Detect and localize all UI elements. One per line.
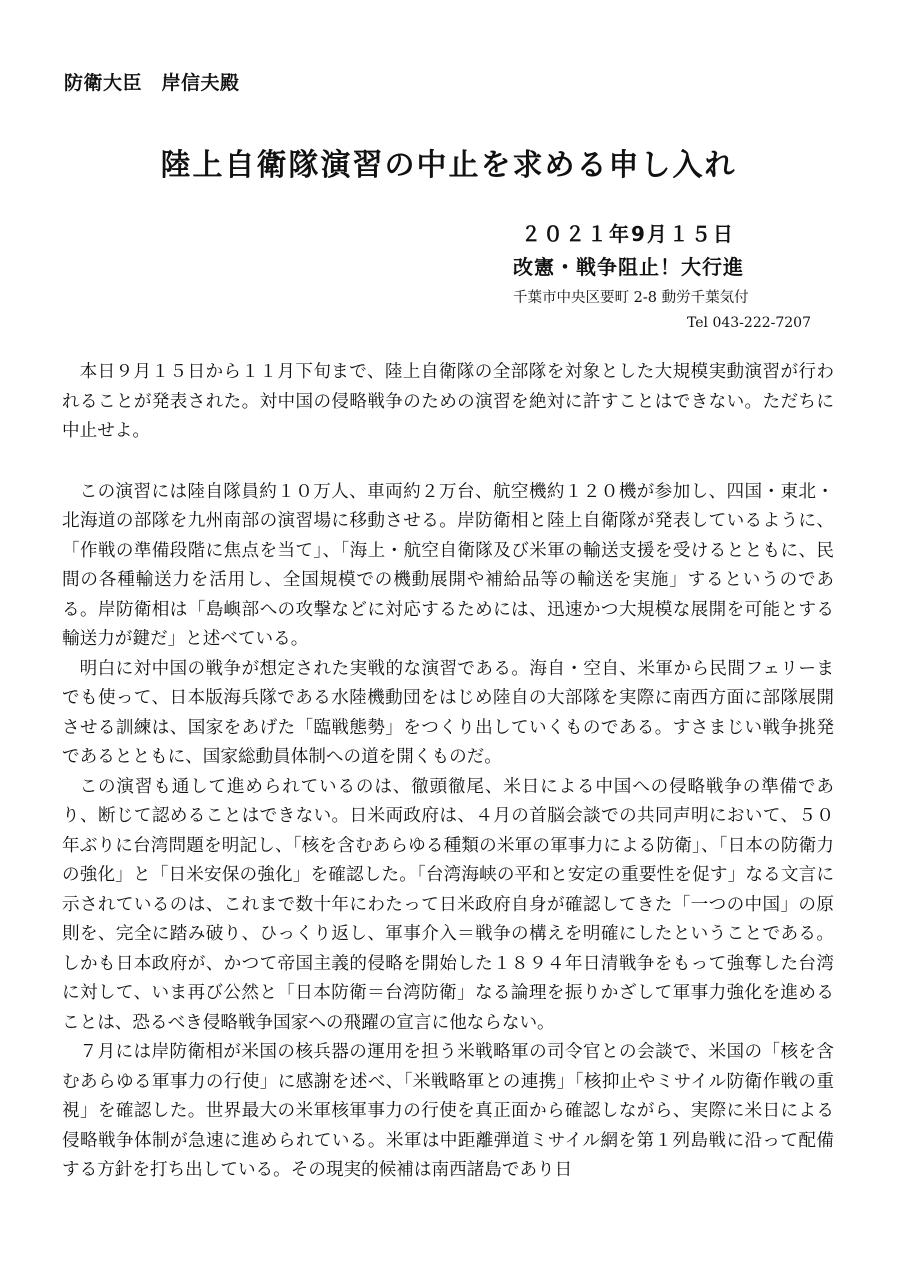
date: ２０２１年9月１５日 [521, 222, 735, 246]
addressee: 防衛大臣 岸信夫殿 [64, 72, 240, 94]
sender-block [513, 218, 811, 331]
paragraph-3: 明白に対中国の戦争が想定された実戦的な演習である。海自・空自、米軍から民間フェリーまでも使って、日本版海兵隊である水陸機動団をはじめ陸自の大部隊を実際に南西方面に部隊展開させる訓練は、国家をあげた「臨戦態勢」をつくり出していくものである。すさまじい戦争挑発であるとともに、国家総動員体制への道を開くものだ。 [62, 658, 834, 767]
paragraph-1: 本日９月１５日から１１月下旬まで、陸上自衛隊の全部隊を対象とした大規模実動演習が行われることが発表された。対中国の侵略戦争のための演習を絶対に許すことはできない。ただちに中止せよ。 [62, 362, 834, 441]
document-title: 陸上自衛隊演習の中止を求める申し入れ [160, 148, 737, 183]
sender-tel: Tel 043-222-7207 [687, 315, 811, 331]
paragraph-5: ７月には岸防衛相が米国の核兵器の運用を担う米戦略軍の司令官との会談で、米国の「核を含むあらゆる軍事力の行使」に感謝を述べ、「米戦略軍との連携」「核抑止やミサイル防衛作戦の重視」を確認した。世界最大の米軍核軍事力の行使を真正面から確認しながら、実際に米日による侵略戦争体制が急速に進められている。米軍は中距離弾道ミサイル網を第１列島戦に沿って配備する方針を打ち出している。その現実的候補は南西諸島であり日 [62, 1042, 834, 1180]
sender-organization: 改憲・戦争阻止！大行進 [513, 255, 744, 279]
paragraph-4: この演習も通して進められているのは、徹頭徹尾、米日による中国への侵略戦争の準備であり、断じて認めることはできない。日米両政府は、４月の首脳会談での共同声明において、５０年ぶりに台湾問題を明記し、「核を含むあらゆる種類の米軍の軍事力による防衛」、「日本の防衛力の強化」と「日米安保の強化」を確認した。「台湾海峡の平和と安定の重要性を促す」なる文言に示されているのは、これまで数十年にわたって日米政府自身が確認してきた「一つの中国」の原則を、完全に踏み破り、ひっくり返し、軍事介入＝戦争の構えを明確にしたということである。しかも日本政府が、かつて帝国主義的侵略を開始した１８９４年日清戦争をもって強奪した台湾に対して、いま再び公然と「日本防衛＝台湾防衛」なる論理を振りかざして軍事力強化を進めることは、恐るべき侵略戦争国家への飛躍の宣言に他ならない。 [62, 776, 834, 1033]
sender-address: 千葉市中央区要町 2-8 動労千葉気付 [513, 290, 749, 306]
body-text [62, 358, 834, 1186]
paragraph-2: この演習には陸自隊員約１０万人、車両約２万台、航空機約１２０機が参加し、四国・東北・北海道の部隊を九州南部の演習場に移動させる。岸防衛相と陸上自衛隊が発表しているように、「作戦の準備段階に焦点を当て」、「海上・航空自衛隊及び米軍の輸送支援を受けるとともに、民間の各種輸送力を活用し、全国規模での機動展開や補給品等の輸送を実施」するというのである。岸防衛相は「島嶼部への攻撃などに対応するためには、迅速かつ大規模な展開を可能とする輸送力が鍵だ」と述べている。 [62, 481, 834, 649]
